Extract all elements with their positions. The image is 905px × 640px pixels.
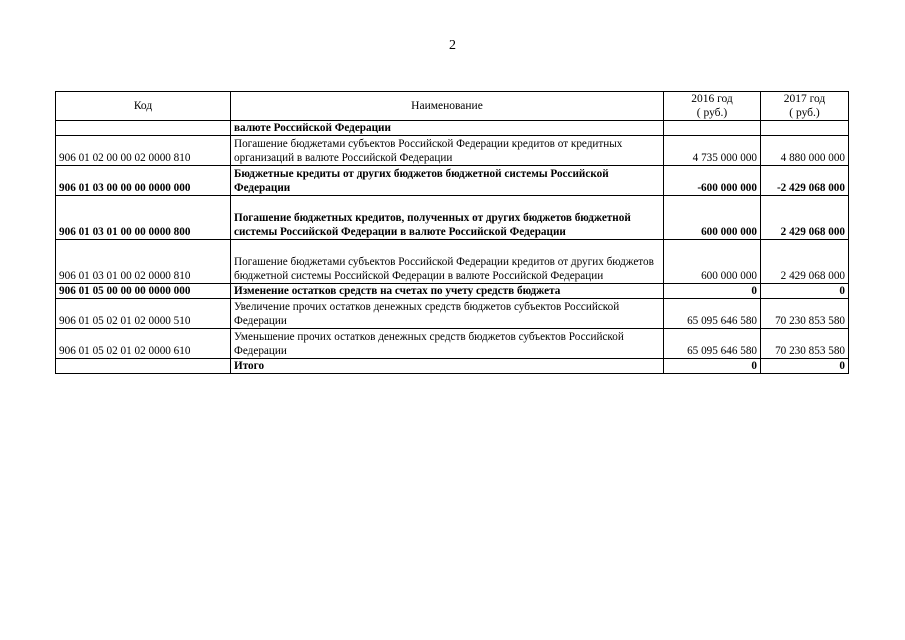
table-row — [56, 121, 849, 136]
row-value-2016: 4 735 000 000 — [664, 136, 761, 166]
row-code: 906 01 03 01 00 02 0000 810 — [56, 240, 231, 284]
row-name: Итого — [231, 359, 664, 374]
row-value-2016: 65 095 646 580 — [664, 329, 761, 359]
row-name: Бюджетные кредиты от других бюджетов бюджетной системы Российской Федерации — [231, 166, 664, 196]
table-row-total — [56, 359, 849, 374]
row-value-2017: 0 — [761, 359, 849, 374]
table-row — [56, 196, 849, 240]
row-name: валюте Российской Федерации — [231, 121, 664, 136]
row-value-2017: 70 230 853 580 — [761, 299, 849, 329]
row-value-2016 — [664, 121, 761, 136]
header-code: Код — [56, 92, 231, 121]
row-code: 906 01 05 00 00 00 0000 000 — [56, 284, 231, 299]
row-code — [56, 359, 231, 374]
row-value-2017: 70 230 853 580 — [761, 329, 849, 359]
row-name: Увеличение прочих остатков денежных средств бюджетов субъектов Российской Федерации — [231, 299, 664, 329]
header-year-2017 — [761, 92, 849, 121]
table-row — [56, 329, 849, 359]
row-value-2017: 2 429 068 000 — [761, 196, 849, 240]
budget-sources-table — [55, 91, 849, 374]
header-year-2016-unit: ( руб.) — [696, 107, 728, 119]
row-name: Погашение бюджетами субъектов Российской Федерации кредитов от других бюджетов бюджетной системы Российской Федерации в валюте Российской Федерации — [231, 240, 664, 284]
header-year-2016-label: 2016 год — [691, 93, 733, 105]
row-value-2017: -2 429 068 000 — [761, 166, 849, 196]
row-name: Изменение остатков средств на счетах по учету средств бюджета — [231, 284, 664, 299]
row-value-2016: 0 — [664, 284, 761, 299]
row-value-2017: 4 880 000 000 — [761, 136, 849, 166]
row-name: Погашение бюджетных кредитов, полученных от других бюджетов бюджетной системы Российской Федерации в валюте Российской Федерации — [231, 196, 664, 240]
row-code: 906 01 03 01 00 00 0000 800 — [56, 196, 231, 240]
row-name: Погашение бюджетами субъектов Российской Федерации кредитов от кредитных организаций в валюте Российской Федерации — [231, 136, 664, 166]
row-value-2017: 2 429 068 000 — [761, 240, 849, 284]
row-code — [56, 121, 231, 136]
row-code: 906 01 03 00 00 00 0000 000 — [56, 166, 231, 196]
row-code: 906 01 05 02 01 02 0000 610 — [56, 329, 231, 359]
row-value-2016: 600 000 000 — [664, 240, 761, 284]
row-value-2016: 0 — [664, 359, 761, 374]
header-year-2017-label: 2017 год — [783, 93, 826, 105]
row-name: Уменьшение прочих остатков денежных средств бюджетов субъектов Российской Федерации — [231, 329, 664, 359]
table-row — [56, 284, 849, 299]
header-name: Наименование — [231, 92, 664, 121]
table-header-row — [56, 92, 849, 121]
row-value-2016: 600 000 000 — [664, 196, 761, 240]
row-code: 906 01 05 02 01 02 0000 510 — [56, 299, 231, 329]
header-year-2017-unit: ( руб.) — [789, 107, 820, 119]
table-row — [56, 299, 849, 329]
table-row — [56, 240, 849, 284]
page-number: 2 — [449, 38, 456, 53]
header-year-2016 — [664, 92, 761, 121]
table-row — [56, 136, 849, 166]
row-value-2017 — [761, 121, 849, 136]
table-row — [56, 166, 849, 196]
row-code: 906 01 02 00 00 02 0000 810 — [56, 136, 231, 166]
row-value-2016: -600 000 000 — [664, 166, 761, 196]
row-value-2016: 65 095 646 580 — [664, 299, 761, 329]
row-value-2017: 0 — [761, 284, 849, 299]
